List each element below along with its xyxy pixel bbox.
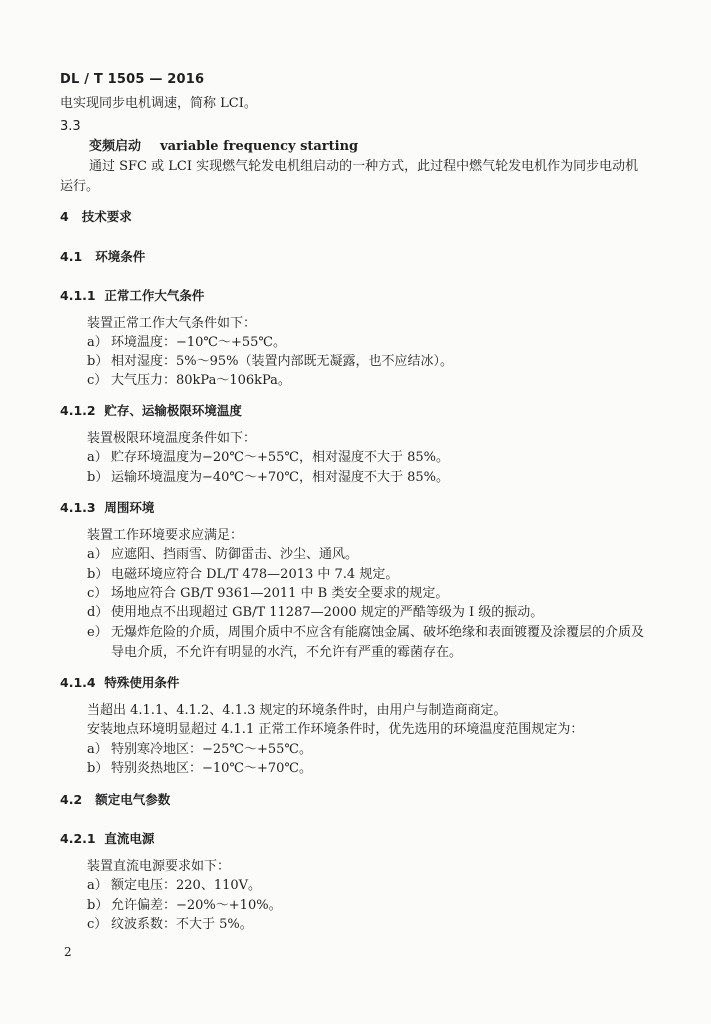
section-intro: 装置极限环境温度条件如下： [87, 431, 257, 446]
term-zh: 变频启动 [89, 139, 142, 154]
section-number: 4.2.1 [60, 831, 96, 846]
section-title: 直流电源 [104, 831, 155, 846]
section-number: 4.1 [60, 249, 83, 264]
list-item-label: b） [87, 898, 109, 913]
list-item [87, 918, 253, 931]
section-title: 额定电气参数 [95, 792, 171, 807]
term-en: variable frequency starting [160, 139, 359, 154]
list-item-text: 无爆炸危险的介质，周围介质中不应含有能腐蚀金属、破坏绝缘和表面镀覆及涂覆层的介质及 [111, 625, 645, 640]
list-item-text: 纹波系数：不大于 5%。 [111, 917, 253, 932]
section-intro: 装置工作环境要求应满足： [87, 528, 244, 543]
list-item [87, 879, 261, 892]
list-item-text: 场地应符合 GB/T 9361—2011 中 B 类安全要求的规定。 [111, 586, 449, 601]
list-item [87, 374, 291, 387]
section-title: 特殊使用条件 [104, 675, 180, 690]
section-heading-4-1 [60, 251, 145, 264]
list-item-label: d） [87, 605, 109, 620]
list-item [87, 762, 312, 775]
section-intro: 装置正常工作大气条件如下： [87, 316, 257, 331]
list-item-label: c） [87, 917, 108, 932]
section-title: 贮存、运输极限环境温度 [104, 403, 242, 418]
list-item [87, 587, 448, 600]
section-number: 4.1.2 [60, 403, 96, 418]
paragraph: 当超出 4.1.1、4.1.2、4.1.3 规定的环境条件时，由用户与制造商商定。 [87, 703, 507, 718]
paragraph: 安装地点环境明显超过 4.1.1 正常工作环境条件时，优先选用的环境温度范围规定为： [87, 722, 584, 737]
section-title: 正常工作大气条件 [104, 288, 205, 303]
section-intro: 装置直流电源要求如下： [87, 859, 231, 874]
list-item [87, 606, 543, 619]
list-item-label: b） [87, 470, 109, 485]
page-number: 2 [64, 945, 72, 959]
list-item [87, 548, 358, 561]
section-heading-4-1-1 [60, 290, 204, 303]
section-heading-4 [60, 211, 132, 224]
list-item-text: 特别寒冷地区：−25℃～+55℃。 [111, 742, 312, 757]
list-item-label: a） [87, 742, 108, 757]
list-item-label: a） [87, 450, 108, 465]
term-definition-line-1: 通过 SFC 或 LCI 实现燃气轮发电机组启动的一种方式，此过程中燃气轮发电机作为同步电动机 [89, 159, 639, 174]
list-item [87, 568, 398, 581]
list-item [87, 336, 286, 349]
section-number: 4 [60, 209, 69, 224]
section-heading-4-2 [60, 794, 170, 807]
section-heading-4-1-2 [60, 405, 242, 418]
list-item-label: b） [87, 567, 109, 582]
list-item-text: 使用地点不出现超过 GB/T 11287—2000 规定的严酷等级为 I 级的振动。 [111, 605, 544, 620]
list-item-text: 电磁环境应符合 DL/T 478—2013 中 7.4 规定。 [111, 567, 399, 582]
section-number: 4.1.3 [60, 500, 96, 515]
continuation-text: 电实现同步电机调速，简称 LCI。 [60, 96, 257, 111]
section-title: 技术要求 [81, 209, 132, 224]
list-item-text: 贮存环境温度为−20℃～+55℃，相对湿度不大于 85%。 [111, 450, 449, 465]
term-heading [89, 140, 358, 153]
section-heading-4-1-3 [60, 502, 154, 515]
section-heading-4-1-4 [60, 677, 179, 690]
section-title: 环境条件 [95, 249, 146, 264]
list-item-label: a） [87, 335, 108, 350]
list-item [87, 355, 453, 368]
list-item-text: 应遮阳、挡雨雪、防御雷击、沙尘、通风。 [111, 547, 359, 562]
standard-code-header: DL / T 1505 — 2016 [60, 72, 205, 87]
list-item [87, 471, 449, 484]
list-item-text: 特别炎热地区：−10℃～+70℃。 [111, 761, 312, 776]
list-item-label: c） [87, 586, 108, 601]
list-item [87, 743, 312, 756]
list-item-label: a） [87, 878, 108, 893]
list-item-label: e） [87, 625, 108, 640]
list-item-text: 额定电压：220、110V。 [111, 878, 262, 893]
section-title: 周围环境 [104, 500, 155, 515]
list-item-text: 相对湿度：5%～95%（装置内部既无凝露，也不应结冰）。 [111, 354, 454, 369]
list-item [87, 899, 282, 912]
list-item-text: 环境温度：−10℃～+55℃。 [111, 335, 286, 350]
list-item-label: a） [87, 547, 108, 562]
list-item-label: c） [87, 373, 108, 388]
list-item-label: b） [87, 354, 109, 369]
list-item-label: b） [87, 761, 109, 776]
list-item-text: 大气压力：80kPa～106kPa。 [111, 373, 291, 388]
section-number: 4.2 [60, 792, 83, 807]
section-heading-4-2-1 [60, 833, 154, 846]
term-definition-line-2: 运行。 [60, 179, 100, 194]
list-item [87, 626, 644, 639]
section-number: 4.1.4 [60, 675, 96, 690]
list-item [87, 451, 449, 464]
list-item-text: 允许偏差：−20%～+10%。 [111, 898, 282, 913]
list-item-text: 运输环境温度为−40℃～+70℃，相对湿度不大于 85%。 [111, 470, 449, 485]
clause-number-3-3: 3.3 [60, 119, 81, 134]
list-item-continuation: 导电介质，不允许有明显的水汽，不允许有严重的霉菌存在。 [111, 645, 463, 660]
section-number: 4.1.1 [60, 288, 96, 303]
